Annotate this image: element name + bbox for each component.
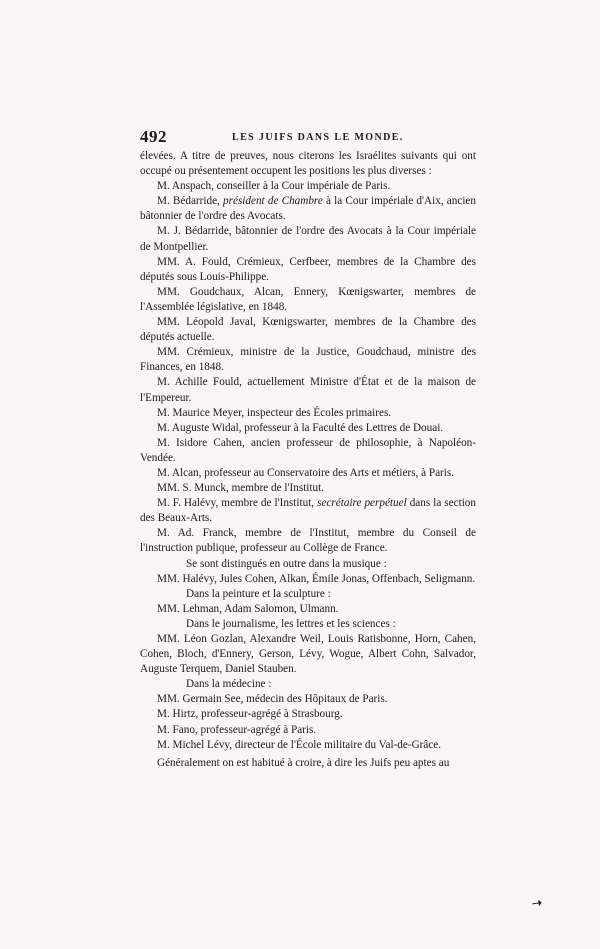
paragraph: M. Alcan, professeur au Conservatoire des Arts et métiers, à Paris.: [157, 466, 455, 479]
paragraph: Généralement on est habitué à croire, à dire les Juifs peu aptes au: [157, 756, 450, 769]
paragraph: Dans le journalisme, les lettres et les sciences :: [186, 617, 396, 630]
paragraph: M. Auguste Widal, professeur à la Faculté des Lettres de Douai.: [157, 421, 444, 434]
paragraph: élevées. A titre de preuves, nous citerons les Israélites suivants qui ont occupé ou présentement occupent les positions les plus diverses :: [140, 150, 476, 178]
paragraph: Se sont distingués en outre dans la musique :: [186, 557, 387, 570]
paragraph: M. Hirtz, professeur-agrégé à Strasbourg.: [157, 708, 343, 721]
stray-ink-mark: ➝: [531, 895, 543, 911]
italic-title: président de Chambre: [223, 195, 323, 208]
paragraph: M. Anspach, conseiller à la Cour impériale de Paris.: [157, 180, 391, 193]
paragraph: MM. S. Munck, membre de l'Institut.: [157, 482, 325, 495]
paragraph: M. J. Bédarride, bâtonnier de l'ordre des Avocats à la Cour impériale de Montpellier.: [140, 225, 476, 253]
page-number: 492: [140, 127, 167, 146]
paragraph: [140, 194, 476, 224]
running-title: LES JUIFS DANS LE MONDE.: [232, 132, 404, 143]
paragraph: MM. Goudchaux, Alcan, Ennery, Kœnigswarter, membres de l'Assemblée législative, en 1848.: [140, 285, 476, 313]
paragraph: MM. Léopold Javal, Kœnigswarter, membres de la Chambre des députés actuelle.: [140, 316, 476, 344]
text-run: M. F. Halévy, membre de l'Institut,: [157, 497, 318, 510]
page-header: [140, 127, 476, 149]
paragraph: Dans la médecine :: [186, 678, 272, 691]
paragraph: M. Maurice Meyer, inspecteur des Écoles primaires.: [157, 406, 392, 419]
text-run: à la Cour impériale d'Aix, ancien bâtonnier de l'ordre des Avocats.: [140, 195, 476, 223]
paragraph: M. Achille Fould, actuellement Ministre d'État et de la maison de l'Empereur.: [140, 376, 476, 404]
paragraph: Dans la peinture et la sculpture :: [186, 587, 331, 600]
body-text: [140, 149, 476, 771]
text-run: M. Bédarride,: [157, 195, 224, 208]
paragraph: MM. Germain See, médecin des Hôpitaux de Paris.: [157, 693, 388, 706]
paragraph: M. Isidore Cahen, ancien professeur de philosophie, à Napoléon-Vendée.: [140, 436, 476, 464]
paragraph: [140, 496, 476, 526]
italic-title: secrétaire perpétuel: [317, 497, 407, 510]
paragraph: MM. A. Fould, Crémieux, Cerfbeer, membres de la Chambre des députés sous Louis-Philippe.: [140, 255, 476, 283]
paragraph: MM. Lehman, Adam Salomon, Ulmann.: [157, 602, 339, 615]
paragraph: M. Fano, professeur-agrégé à Paris.: [157, 723, 317, 736]
text-run: dans la section des Beaux-Arts.: [140, 497, 476, 525]
paragraph: M. Michel Lévy, directeur de l'École militaire du Val-de-Grâce.: [157, 738, 442, 751]
paragraph: MM. Léon Gozlan, Alexandre Weil, Louis Ratisbonne, Horn, Cahen, Cohen, Bloch, d'Ennery, Gerson, Lévy, Wogue, Albert Cohn, Salvador, Auguste Terquem, Daniel Stauben.: [140, 633, 476, 676]
paragraph: MM. Halévy, Jules Cohen, Alkan, Émile Jonas, Offenbach, Seligmann.: [157, 572, 476, 585]
paragraph: MM. Crémieux, ministre de la Justice, Goudchaud, ministre des Finances, en 1848.: [140, 346, 476, 374]
paragraph: M. Ad. Franck, membre de l'Institut, membre du Conseil de l'instruction publique, professeur au Collège de France.: [140, 527, 476, 555]
